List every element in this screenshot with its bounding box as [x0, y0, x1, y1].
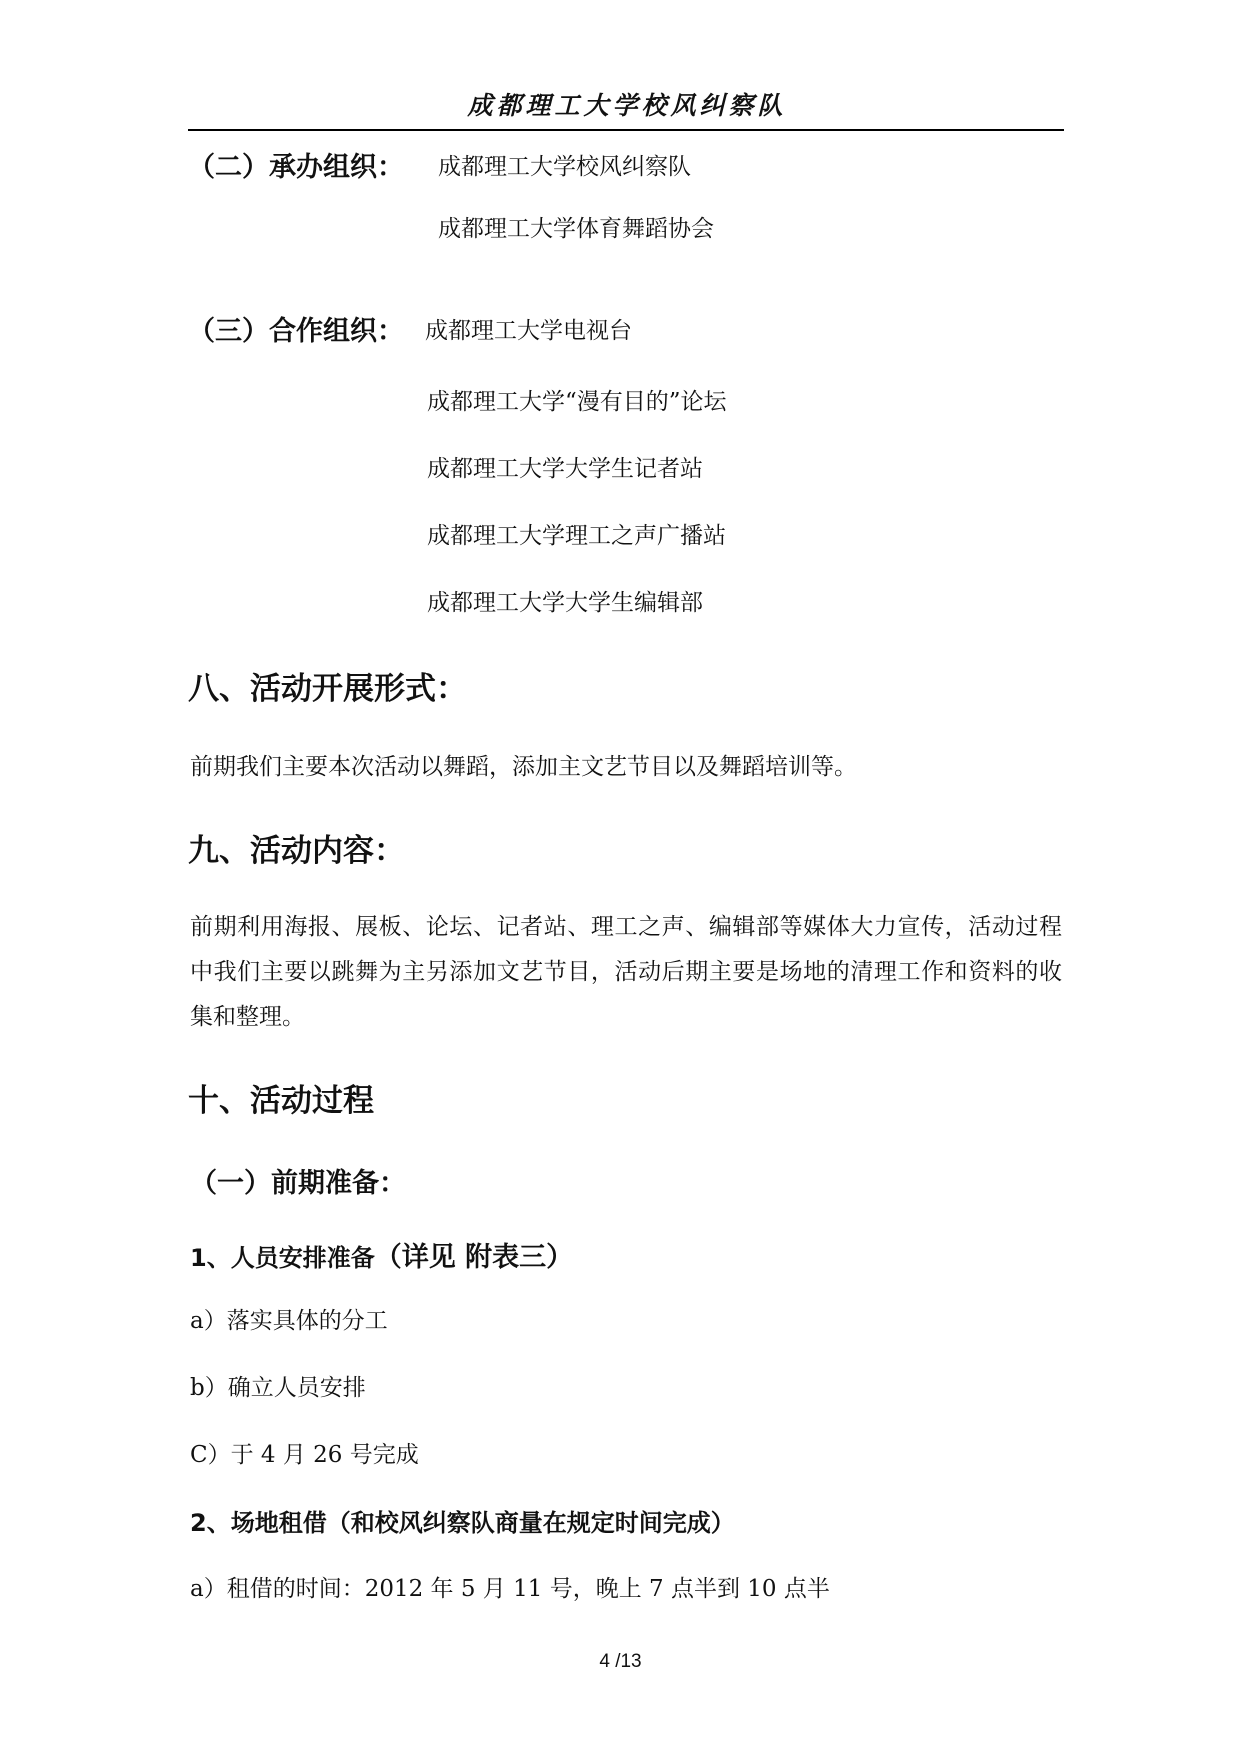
item-heading-text: 1、人员安排准备	[190, 1244, 375, 1272]
section-heading: 九、活动内容：	[188, 833, 405, 869]
header-divider	[188, 129, 1064, 131]
host-organization: 成都理工大学校风纠察队	[438, 154, 691, 180]
section-heading: 八、活动开展形式：	[188, 671, 467, 707]
partner-organization: 成都理工大学电视台	[425, 318, 632, 344]
list-item: a）租借的时间：2012 年 5 月 11 号，晚上 7 点半到 10 点半	[190, 1576, 830, 1602]
section-text: 前期我们主要本次活动以舞蹈，添加主文艺节目以及舞蹈培训等。	[190, 754, 857, 780]
item-heading: 2、场地租借（和校风纠察队商量在规定时间完成）	[190, 1509, 735, 1537]
partner-organization: 成都理工大学“漫有目的”论坛	[427, 389, 727, 415]
item-heading-note: （详见 附表三）	[374, 1242, 574, 1273]
subsection-heading: （一）前期准备：	[190, 1168, 406, 1199]
section-paragraph: 前期利用海报、展板、论坛、记者站、理工之声、编辑部等媒体大力宣传，活动过程中我们主要以跳舞为主另添加文艺节目，活动后期主要是场地的清理工作和资料的收集和整理。	[190, 914, 1062, 1030]
section-heading: 十、活动过程	[188, 1083, 374, 1119]
page-number: 4 /13	[599, 1651, 642, 1672]
partner-organization: 成都理工大学大学生编辑部	[427, 590, 703, 616]
list-item: a）落实具体的分工	[190, 1308, 388, 1334]
header-title: 成都理工大学校风纠察队	[467, 91, 787, 120]
list-item: b）确立人员安排	[190, 1375, 366, 1401]
partner-organization: 成都理工大学理工之声广播站	[427, 523, 726, 549]
list-item: C）于 4 月 26 号完成	[190, 1442, 419, 1468]
partner-organization-label: （三）合作组织：	[188, 316, 404, 347]
host-organization-label: （二）承办组织：	[188, 152, 404, 183]
host-organization: 成都理工大学体育舞蹈协会	[438, 216, 714, 242]
partner-organization: 成都理工大学大学生记者站	[427, 456, 703, 482]
item-heading	[190, 1235, 573, 1274]
